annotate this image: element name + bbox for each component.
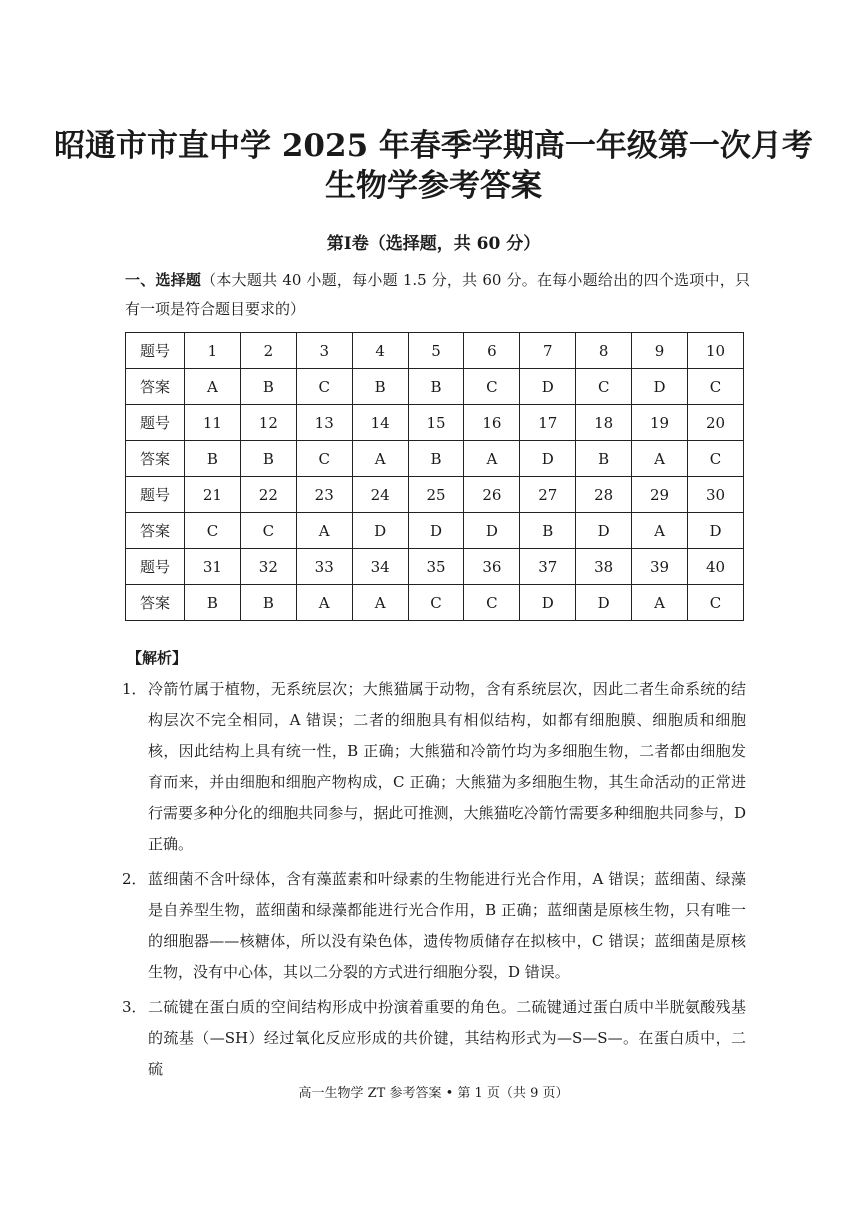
answer-cell: B (240, 585, 296, 621)
question-cell: 38 (576, 549, 632, 585)
question-cell: 15 (408, 405, 464, 441)
answer-cell: D (352, 513, 408, 549)
question-cell: 26 (464, 477, 520, 513)
analysis-item-3 (122, 992, 746, 1085)
answer-cell: A (632, 585, 688, 621)
answer-row-label: 答案 (126, 369, 185, 405)
item-text: 蓝细菌不含叶绿体，含有藻蓝素和叶绿素的生物能进行光合作用，A 错误；蓝细菌、绿藻是自养型生物，蓝细菌和绿藻都能进行光合作用，B 正确；蓝细菌是原核生物，只有唯一的细胞器——核糖体，所以没有染色体，遗传物质储存在拟核中，C 错误；蓝细菌是原核生物，没有中心体，其以二分裂的方式进行细胞分裂，D 错误。 (148, 870, 746, 981)
question-cell: 29 (632, 477, 688, 513)
question-cell: 39 (632, 549, 688, 585)
answer-cell: D (464, 513, 520, 549)
question-cell: 31 (185, 549, 241, 585)
answer-cell: C (408, 585, 464, 621)
answer-cell: C (296, 441, 352, 477)
answer-cell: A (296, 585, 352, 621)
analysis-item-2 (122, 864, 746, 988)
answer-cell: B (352, 369, 408, 405)
answer-cell: A (632, 441, 688, 477)
question-cell: 2 (240, 333, 296, 369)
question-cell: 3 (296, 333, 352, 369)
question-row (126, 405, 744, 441)
question-cell: 35 (408, 549, 464, 585)
answer-row (126, 585, 744, 621)
section-title (0, 230, 867, 258)
answer-cell: B (185, 585, 241, 621)
answer-row (126, 441, 744, 477)
question-cell: 36 (464, 549, 520, 585)
question-cell: 11 (185, 405, 241, 441)
answer-cell: B (408, 441, 464, 477)
answer-cell: D (576, 585, 632, 621)
answer-cell: C (576, 369, 632, 405)
answer-cell: D (408, 513, 464, 549)
question-cell: 27 (520, 477, 576, 513)
answer-cell: A (185, 369, 241, 405)
answer-cell: A (632, 513, 688, 549)
answer-cell: D (520, 585, 576, 621)
answer-cell: B (240, 369, 296, 405)
question-row (126, 333, 744, 369)
intro-description: （本大题共 40 小题，每小题 1.5 分，共 60 分。在每小题给出的四个选项中，只有一项是符合题目要求的） (125, 271, 750, 318)
intro-heading: 一、选择题 (125, 271, 202, 289)
answer-cell: D (632, 369, 688, 405)
question-cell: 21 (185, 477, 241, 513)
document-title-line1: 昭通市市直中学 2025 年春季学期高一年级第一次月考 (54, 128, 813, 164)
question-cell: 30 (688, 477, 744, 513)
question-cell: 25 (408, 477, 464, 513)
question-row-label: 题号 (126, 405, 185, 441)
question-cell: 22 (240, 477, 296, 513)
answer-table (125, 332, 744, 621)
question-cell: 33 (296, 549, 352, 585)
analysis-item-1 (122, 674, 746, 860)
question-cell: 34 (352, 549, 408, 585)
answer-cell: B (185, 441, 241, 477)
answer-cell: A (352, 441, 408, 477)
question-cell: 28 (576, 477, 632, 513)
answer-cell: C (688, 369, 744, 405)
question-cell: 24 (352, 477, 408, 513)
answer-row (126, 369, 744, 405)
section-intro (125, 266, 750, 324)
question-cell: 1 (185, 333, 241, 369)
answer-cell: B (520, 513, 576, 549)
question-row (126, 549, 744, 585)
question-cell: 32 (240, 549, 296, 585)
question-row-label: 题号 (126, 333, 185, 369)
question-row-label: 题号 (126, 477, 185, 513)
question-cell: 9 (632, 333, 688, 369)
answer-cell: A (464, 441, 520, 477)
answer-cell: A (352, 585, 408, 621)
question-cell: 10 (688, 333, 744, 369)
question-cell: 6 (464, 333, 520, 369)
answer-cell: D (688, 513, 744, 549)
section-title-text: 第Ⅰ卷（选择题，共 60 分） (326, 234, 541, 254)
analysis-list (122, 674, 746, 1085)
answer-cell: B (408, 369, 464, 405)
answer-cell: A (296, 513, 352, 549)
answer-row-label: 答案 (126, 441, 185, 477)
item-number: 1． (122, 680, 147, 698)
answer-cell: C (464, 585, 520, 621)
answer-cell: C (185, 513, 241, 549)
answer-cell: B (576, 441, 632, 477)
question-cell: 20 (688, 405, 744, 441)
question-cell: 12 (240, 405, 296, 441)
answer-cell: C (464, 369, 520, 405)
answer-cell: D (576, 513, 632, 549)
question-row-label: 题号 (126, 549, 185, 585)
question-cell: 4 (352, 333, 408, 369)
question-cell: 8 (576, 333, 632, 369)
answer-row-label: 答案 (126, 585, 185, 621)
question-cell: 37 (520, 549, 576, 585)
question-cell: 13 (296, 405, 352, 441)
analysis-title: 【解析】 (127, 649, 188, 667)
question-cell: 16 (464, 405, 520, 441)
answer-cell: D (520, 369, 576, 405)
question-cell: 17 (520, 405, 576, 441)
answer-row (126, 513, 744, 549)
item-number: 3． (122, 998, 147, 1016)
answer-cell: D (520, 441, 576, 477)
answer-cell: C (296, 369, 352, 405)
item-text: 冷箭竹属于植物，无系统层次；大熊猫属于动物，含有系统层次，因此二者生命系统的结构层次不完全相同，A 错误；二者的细胞具有相似结构，如都有细胞膜、细胞质和细胞核，因此结构上具有统一性，B 正确；大熊猫和冷箭竹均为多细胞生物，二者都由细胞发育而来，并由细胞和细胞产物构成，C 正确；大熊猫为多细胞生物，其生命活动的正常进行需要多种分化的细胞共同参与，据此可推测，大熊猫吃冷箭竹需要多种细胞共同参与，D 正确。 (148, 680, 746, 853)
document-title-line2: 生物学参考答案 (325, 168, 542, 204)
answer-cell: C (240, 513, 296, 549)
question-cell: 19 (632, 405, 688, 441)
answer-cell: B (240, 441, 296, 477)
answer-cell: C (688, 441, 744, 477)
question-cell: 23 (296, 477, 352, 513)
question-cell: 40 (688, 549, 744, 585)
answer-row-label: 答案 (126, 513, 185, 549)
question-cell: 7 (520, 333, 576, 369)
item-text: 二硫键在蛋白质的空间结构形成中扮演着重要的角色。二硫键通过蛋白质中半胱氨酸残基的巯基（—SH）经过氧化反应形成的共价键，其结构形式为—S—S—。在蛋白质中，二硫 (148, 998, 746, 1078)
item-number: 2． (122, 870, 147, 888)
answer-cell: C (688, 585, 744, 621)
question-cell: 18 (576, 405, 632, 441)
question-row (126, 477, 744, 513)
page-footer: 高一生物学 ZT 参考答案 • 第 1 页（共 9 页） (298, 1086, 569, 1101)
question-cell: 5 (408, 333, 464, 369)
question-cell: 14 (352, 405, 408, 441)
